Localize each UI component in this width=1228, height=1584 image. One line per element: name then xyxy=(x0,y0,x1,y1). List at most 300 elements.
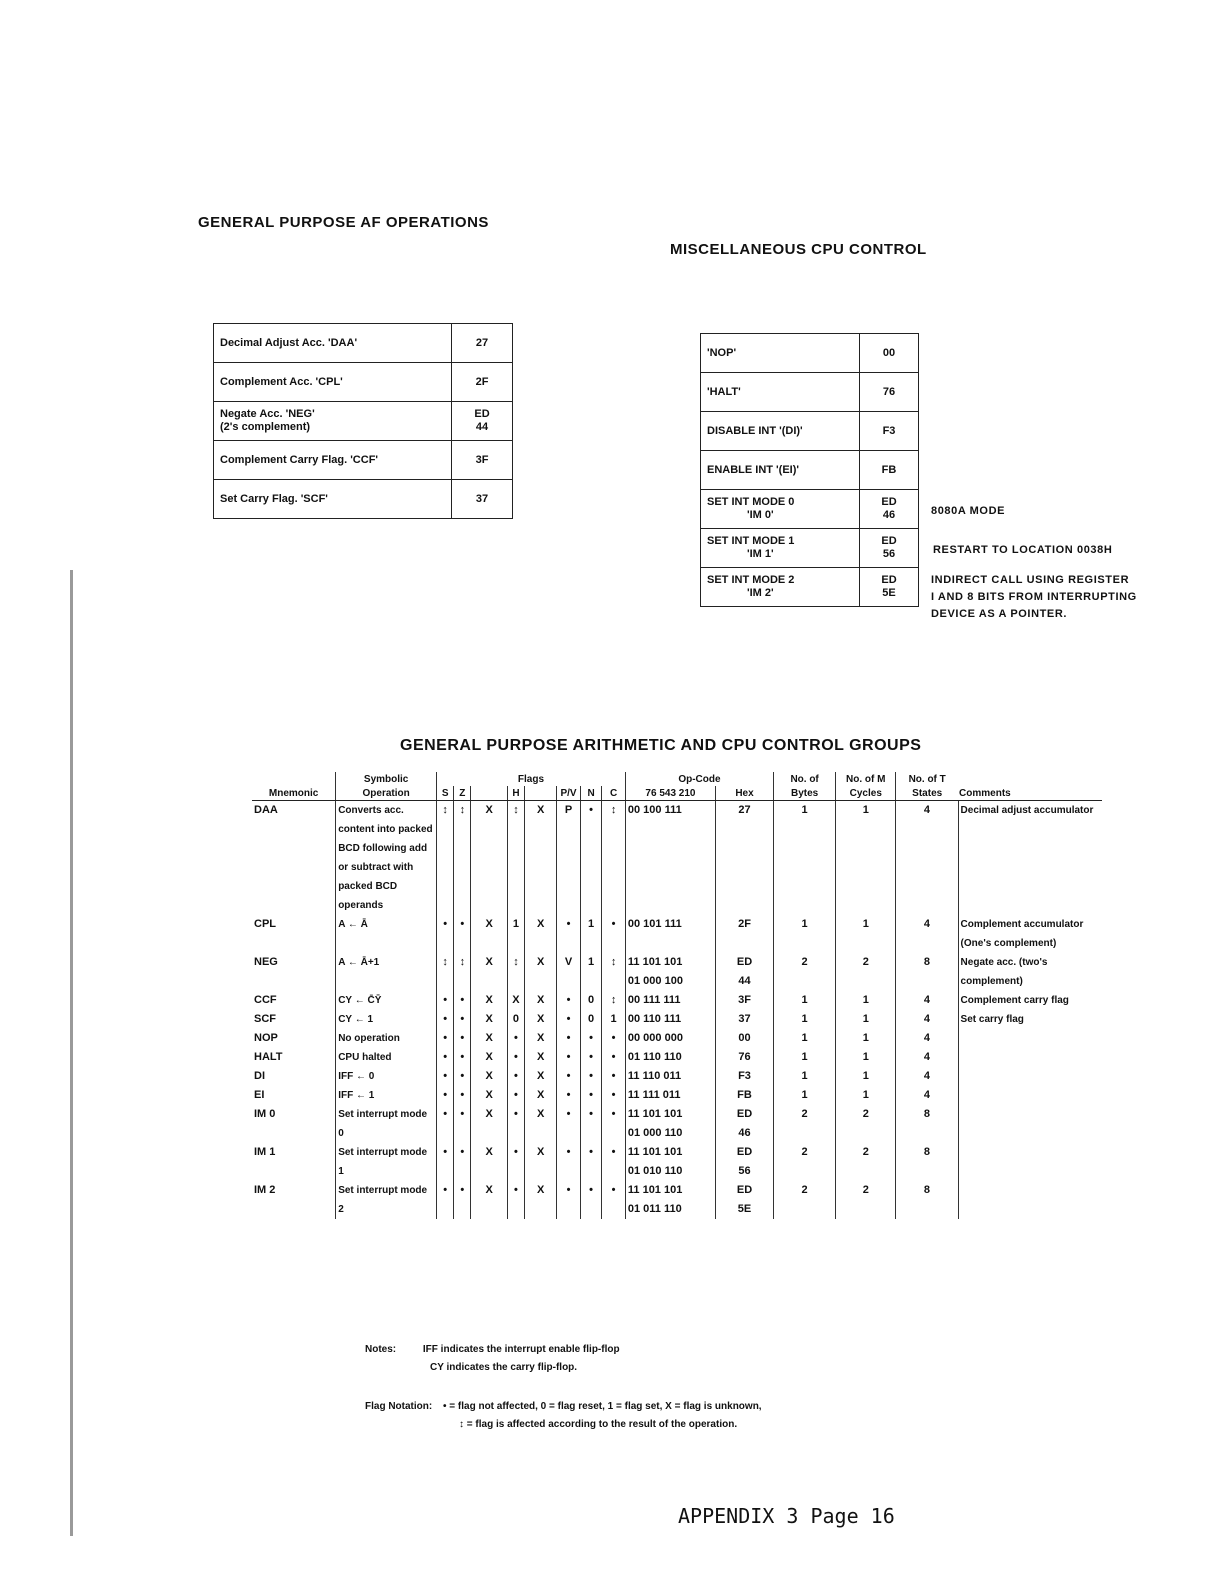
flag-z-cell: • xyxy=(454,915,471,953)
mnemonic-cell: CCF xyxy=(254,994,277,1006)
flag-c-cell: • xyxy=(602,1086,626,1105)
misc-table xyxy=(700,333,919,607)
opcode-bits-cell xyxy=(625,915,715,953)
flag-pv-cell: • xyxy=(557,991,581,1010)
flag-s-cell: • xyxy=(437,991,454,1010)
misc-label-text2: 'IM 2' xyxy=(747,587,774,599)
flag-x1-cell: X xyxy=(471,1181,507,1219)
misc-code-text2: 46 xyxy=(882,509,896,521)
operation-cell: No operation xyxy=(336,1029,437,1048)
flag-c-cell: • xyxy=(602,1048,626,1067)
im2-note: INDIRECT CALL USING REGISTER I AND 8 BITS FROM INTERRUPTING DEVICE AS A POINTER. xyxy=(931,574,1137,620)
im0-note: 8080A MODE xyxy=(931,505,1006,517)
scan-margin-line xyxy=(70,570,73,1536)
af-label xyxy=(214,324,452,363)
misc-label-text2: 'IM 1' xyxy=(747,548,774,560)
hex-cell xyxy=(716,1048,774,1067)
operation-cell: Set interrupt mode 2 xyxy=(336,1181,437,1219)
flag-c-cell: • xyxy=(602,1181,626,1219)
table-row xyxy=(252,1143,1102,1181)
operation-cell: Set interrupt mode 0 xyxy=(336,1105,437,1143)
opcode-bits: 01 110 110 xyxy=(627,1051,682,1063)
hdr-flag-h: H xyxy=(507,786,524,801)
opcode-bits2: 01 011 110 xyxy=(627,1203,682,1215)
mcycles-cell: 2 xyxy=(836,1181,896,1219)
misc-code xyxy=(860,490,919,529)
operation-cell: Set interrupt mode 1 xyxy=(336,1143,437,1181)
tstates-cell: 4 xyxy=(896,1010,958,1029)
flag-h-cell: • xyxy=(507,1048,524,1067)
misc-code-text2: 56 xyxy=(882,548,896,560)
flag-notation-label: Flag Notation: xyxy=(365,1401,433,1412)
flag-h-cell: • xyxy=(507,1067,524,1086)
misc-row xyxy=(701,568,919,607)
hex-value: FB xyxy=(737,1089,752,1101)
flag-n-cell: • xyxy=(580,1029,601,1048)
flag-x1-cell: X xyxy=(471,801,507,916)
tstates-cell: 4 xyxy=(896,915,958,953)
misc-code xyxy=(860,412,919,451)
hdr-flag-pv: P/V xyxy=(557,786,581,801)
flag-n-cell: 1 xyxy=(580,915,601,953)
tstates-cell: 8 xyxy=(896,953,958,991)
flag-x2-cell: X xyxy=(525,1010,557,1029)
opcode-bits: 00 101 111 xyxy=(627,918,682,930)
comment-cell xyxy=(958,1181,1102,1219)
mnemonic-cell: DI xyxy=(254,1070,265,1082)
comment-cell xyxy=(958,1143,1102,1181)
comment-cell xyxy=(958,1086,1102,1105)
hdr-flag-x1 xyxy=(471,786,507,801)
flag-n-cell: 0 xyxy=(580,991,601,1010)
flag-x1-cell: X xyxy=(471,1010,507,1029)
misc-label-text: 'HALT' xyxy=(707,385,741,398)
tstates-cell: 8 xyxy=(896,1105,958,1143)
hdr-opcode: Op-Code xyxy=(625,772,773,786)
bytes-cell: 1 xyxy=(773,915,835,953)
hex-value: F3 xyxy=(738,1070,751,1082)
table-row xyxy=(252,1105,1102,1143)
flag-x1-cell: X xyxy=(471,1048,507,1067)
flag-x2-cell: X xyxy=(525,801,557,916)
flag-c-cell: • xyxy=(602,915,626,953)
flag-h-cell: X xyxy=(507,991,524,1010)
flag-x2-cell: X xyxy=(525,991,557,1010)
flag-n-cell: • xyxy=(580,801,601,916)
flag-x2-cell: X xyxy=(525,1143,557,1181)
flag-x2-cell: X xyxy=(525,915,557,953)
flag-n-cell: 1 xyxy=(580,953,601,991)
hdr-flag-n: N xyxy=(580,786,601,801)
flag-x1-cell: X xyxy=(471,991,507,1010)
opcode-bits-cell xyxy=(625,1048,715,1067)
opcode-bits: 00 111 111 xyxy=(627,994,681,1006)
hdr-flag-s: S xyxy=(437,786,454,801)
hex-cell xyxy=(716,915,774,953)
comment-cell: Complement accumulator (One's complement) xyxy=(958,915,1102,953)
bytes-cell: 2 xyxy=(773,953,835,991)
flag-z-cell: • xyxy=(454,1105,471,1143)
af-code-text: 3F xyxy=(475,453,489,466)
hex-cell xyxy=(716,1143,774,1181)
mnemonic-cell: IM 1 xyxy=(254,1146,276,1158)
mcycles-cell: 1 xyxy=(836,915,896,953)
flag-z-cell: • xyxy=(454,1010,471,1029)
hdr-bytes: No. of xyxy=(773,772,835,786)
mnemonic-cell: HALT xyxy=(254,1051,283,1063)
misc-code xyxy=(860,529,919,568)
flag-x2-cell: X xyxy=(525,1105,557,1143)
flag-n-cell: • xyxy=(580,1067,601,1086)
hdr-comments: Comments xyxy=(958,786,1102,801)
tstates-cell: 4 xyxy=(896,801,958,916)
hex-value: 27 xyxy=(738,804,751,816)
misc-label xyxy=(701,451,860,490)
flag-z-cell: • xyxy=(454,1143,471,1181)
flag-c-cell: ↕ xyxy=(602,953,626,991)
misc-label xyxy=(701,412,860,451)
opcode-bits: 11 101 101 xyxy=(627,1108,683,1120)
flag-h-cell: • xyxy=(507,1143,524,1181)
flag-c-cell: • xyxy=(602,1143,626,1181)
table-row xyxy=(252,915,1102,953)
mcycles-cell: 2 xyxy=(836,953,896,991)
mcycles-cell: 1 xyxy=(836,991,896,1010)
flag-n-cell: • xyxy=(580,1048,601,1067)
opcode-bits: 00 000 000 xyxy=(627,1032,683,1044)
hex-cell xyxy=(716,1105,774,1143)
hex-value: 00 xyxy=(738,1032,751,1044)
comment-cell: Decimal adjust accumulator xyxy=(958,801,1102,916)
flag-pv-cell: • xyxy=(557,915,581,953)
flag-s-cell: • xyxy=(437,1048,454,1067)
hex-cell xyxy=(716,801,774,916)
af-code xyxy=(452,441,513,480)
misc-label-text: SET INT MODE 0 xyxy=(707,496,795,508)
hex-value: 2F xyxy=(738,918,751,930)
misc-label xyxy=(701,490,860,529)
af-code xyxy=(452,324,513,363)
mcycles-cell: 2 xyxy=(836,1143,896,1181)
flag-s-cell: ↕ xyxy=(437,801,454,916)
flag-pv-cell: P xyxy=(557,801,581,916)
hex-value: ED xyxy=(736,1146,753,1158)
table-row xyxy=(252,1029,1102,1048)
table-row xyxy=(252,1067,1102,1086)
mnemonic-cell: IM 2 xyxy=(254,1184,276,1196)
opcode-bits: 11 101 101 xyxy=(627,956,683,968)
hex-value2: 44 xyxy=(738,975,751,987)
operation-cell: CY ← C̄Ȳ xyxy=(336,991,437,1010)
hdr-mcycles: No. of M xyxy=(836,772,896,786)
flag-s-cell: • xyxy=(437,1105,454,1143)
comment-cell xyxy=(958,1067,1102,1086)
flag-x2-cell: X xyxy=(525,1181,557,1219)
comment-cell xyxy=(958,1048,1102,1067)
mnemonic-cell: DAA xyxy=(254,804,278,816)
opcode-bits-cell xyxy=(625,1105,715,1143)
flag-s-cell: • xyxy=(437,1067,454,1086)
misc-code xyxy=(860,373,919,412)
hdr-bytes2: Bytes xyxy=(773,786,835,801)
table-row xyxy=(252,1010,1102,1029)
af-label-text: Negate Acc. 'NEG' xyxy=(220,408,315,420)
hex-cell xyxy=(716,1181,774,1219)
operation-cell: Converts acc. content into packed BCD following add or subtract with packed BCD operands xyxy=(336,801,437,916)
misc-row xyxy=(701,529,919,568)
misc-label xyxy=(701,529,860,568)
flag-x1-cell: X xyxy=(471,1086,507,1105)
hex-cell xyxy=(716,1086,774,1105)
flag-h-cell: • xyxy=(507,1181,524,1219)
flag-z-cell: • xyxy=(454,1067,471,1086)
opcode-bits-cell xyxy=(625,953,715,991)
hex-cell xyxy=(716,953,774,991)
misc-label-text: SET INT MODE 2 xyxy=(707,574,795,586)
bytes-cell: 1 xyxy=(773,801,835,916)
af-label xyxy=(214,402,452,441)
table-row xyxy=(252,1181,1102,1219)
flag-c-cell: ↕ xyxy=(602,801,626,916)
mcycles-cell: 1 xyxy=(836,801,896,916)
hdr-flag-z: Z xyxy=(454,786,471,801)
misc-label-text: DISABLE INT '(DI)' xyxy=(707,424,803,437)
opcode-bits: 11 101 101 xyxy=(627,1184,683,1196)
hex-value: ED xyxy=(736,1108,753,1120)
misc-code-text: ED xyxy=(881,535,897,547)
flag-x1-cell: X xyxy=(471,1105,507,1143)
misc-row xyxy=(701,490,919,529)
flag-n-cell: • xyxy=(580,1086,601,1105)
flag-z-cell: ↕ xyxy=(454,953,471,991)
arith-heading: GENERAL PURPOSE ARITHMETIC AND CPU CONTROL GROUPS xyxy=(400,737,922,754)
flag-x1-cell: X xyxy=(471,915,507,953)
af-label-text2: (2's complement) xyxy=(220,421,311,433)
bytes-cell: 1 xyxy=(773,1067,835,1086)
flag-x1-cell: X xyxy=(471,1029,507,1048)
notes-label: Notes: xyxy=(365,1344,397,1355)
bytes-cell: 1 xyxy=(773,1010,835,1029)
af-row xyxy=(214,480,513,519)
flag-pv-cell: • xyxy=(557,1067,581,1086)
bytes-cell: 2 xyxy=(773,1105,835,1143)
af-label xyxy=(214,363,452,402)
af-label-text: Set Carry Flag. 'SCF' xyxy=(220,492,328,505)
flag-x2-cell: X xyxy=(525,1067,557,1086)
opcode-bits-cell xyxy=(625,1143,715,1181)
flag-n-cell: • xyxy=(580,1105,601,1143)
flag-s-cell: ↕ xyxy=(437,953,454,991)
af-code xyxy=(452,402,513,441)
hex-value: ED xyxy=(736,1184,753,1196)
hex-value2: 5E xyxy=(737,1203,752,1215)
comment-cell xyxy=(958,1029,1102,1048)
comment-cell: Negate acc. (two's complement) xyxy=(958,953,1102,991)
mcycles-cell: 1 xyxy=(836,1029,896,1048)
tstates-cell: 4 xyxy=(896,1086,958,1105)
af-code-text: 37 xyxy=(475,492,489,505)
af-label-text: Complement Acc. 'CPL' xyxy=(220,375,343,388)
flag-c-cell: • xyxy=(602,1067,626,1086)
hdr-operation: Operation xyxy=(336,786,437,801)
af-row xyxy=(214,441,513,480)
operation-cell: IFF ← 1 xyxy=(336,1086,437,1105)
flag-s-cell: • xyxy=(437,1029,454,1048)
misc-row xyxy=(701,451,919,490)
tstates-cell: 8 xyxy=(896,1143,958,1181)
misc-code-text: FB xyxy=(881,463,897,476)
af-code-text: 27 xyxy=(475,336,489,349)
opcode-bits-cell xyxy=(625,1010,715,1029)
tstates-cell: 4 xyxy=(896,1048,958,1067)
flag-c-cell: ↕ xyxy=(602,991,626,1010)
mcycles-cell: 1 xyxy=(836,1086,896,1105)
opcode-bits-cell xyxy=(625,801,715,916)
opcode-bits-cell xyxy=(625,1086,715,1105)
flag-pv-cell: • xyxy=(557,1105,581,1143)
hdr-mnemonic: Mnemonic xyxy=(252,786,336,801)
mnemonic-cell: SCF xyxy=(254,1013,276,1025)
flag-h-cell: ↕ xyxy=(507,801,524,916)
hdr-tstates2: States xyxy=(896,786,958,801)
misc-label-text2: 'IM 0' xyxy=(747,509,774,521)
misc-label xyxy=(701,373,860,412)
hex-cell xyxy=(716,1067,774,1086)
misc-code-text: ED xyxy=(881,496,897,508)
notes-line2: CY indicates the carry flip-flop. xyxy=(430,1362,578,1373)
opcode-bits-cell xyxy=(625,1067,715,1086)
opcode-bits2: 01 000 100 xyxy=(627,975,683,987)
hdr-opcode-bits: 76 543 210 xyxy=(625,786,715,801)
flag-x2-cell: X xyxy=(525,953,557,991)
flag-n-cell: • xyxy=(580,1181,601,1219)
flag-x1-cell: X xyxy=(471,953,507,991)
af-row xyxy=(214,324,513,363)
misc-row xyxy=(701,334,919,373)
operation-cell: A ← Ā xyxy=(336,915,437,953)
mcycles-cell: 1 xyxy=(836,1067,896,1086)
hdr-symbolic: Symbolic xyxy=(336,772,437,786)
arith-table xyxy=(252,772,1102,1219)
flag-n-cell: • xyxy=(580,1143,601,1181)
flag-s-cell: • xyxy=(437,915,454,953)
flag-pv-cell: • xyxy=(557,1048,581,1067)
bytes-cell: 1 xyxy=(773,991,835,1010)
hex-value2: 56 xyxy=(738,1165,751,1177)
misc-code-text: F3 xyxy=(882,424,896,437)
mnemonic-cell: IM 0 xyxy=(254,1108,276,1120)
flag-notation-block xyxy=(365,1398,762,1434)
flag-pv-cell: • xyxy=(557,1010,581,1029)
flag-s-cell: • xyxy=(437,1143,454,1181)
hdr-flag-c: C xyxy=(602,786,626,801)
opcode-bits-cell xyxy=(625,991,715,1010)
af-code-text: 2F xyxy=(475,375,489,388)
af-heading: GENERAL PURPOSE AF OPERATIONS xyxy=(198,214,489,231)
hdr-flag-x2 xyxy=(525,786,557,801)
flag-s-cell: • xyxy=(437,1181,454,1219)
flag-x2-cell: X xyxy=(525,1029,557,1048)
operation-cell: IFF ← 0 xyxy=(336,1067,437,1086)
table-row xyxy=(252,1086,1102,1105)
flag-x2-cell: X xyxy=(525,1048,557,1067)
af-label-text: Complement Carry Flag. 'CCF' xyxy=(220,453,379,466)
mnemonic-cell: NOP xyxy=(254,1032,278,1044)
opcode-bits2: 01 000 110 xyxy=(627,1127,683,1139)
opcode-bits: 11 111 011 xyxy=(627,1089,681,1101)
mcycles-cell: 1 xyxy=(836,1048,896,1067)
misc-label-text: ENABLE INT '(EI)' xyxy=(707,463,800,476)
misc-code-text: 76 xyxy=(882,385,896,398)
flag-s-cell: • xyxy=(437,1010,454,1029)
flag-z-cell: • xyxy=(454,1181,471,1219)
tstates-cell: 8 xyxy=(896,1181,958,1219)
hex-value2: 46 xyxy=(738,1127,751,1139)
hex-value: 3F xyxy=(738,994,751,1006)
misc-label-text: SET INT MODE 1 xyxy=(707,535,795,547)
mnemonic-cell: NEG xyxy=(254,956,278,968)
comment-cell: Set carry flag xyxy=(958,1010,1102,1029)
bytes-cell: 1 xyxy=(773,1048,835,1067)
af-label xyxy=(214,480,452,519)
tstates-cell: 4 xyxy=(896,1029,958,1048)
operation-cell: CY ← 1 xyxy=(336,1010,437,1029)
misc-heading: MISCELLANEOUS CPU CONTROL xyxy=(670,241,927,258)
hdr-hex: Hex xyxy=(716,786,774,801)
flag-h-cell: 0 xyxy=(507,1010,524,1029)
flag-h-cell: ↕ xyxy=(507,953,524,991)
mnemonic-cell: EI xyxy=(254,1089,265,1101)
opcode-bits-cell xyxy=(625,1181,715,1219)
mnemonic-cell: CPL xyxy=(254,918,276,930)
af-row xyxy=(214,402,513,441)
flag-pv-cell: • xyxy=(557,1086,581,1105)
hex-cell xyxy=(716,1029,774,1048)
bytes-cell: 1 xyxy=(773,1086,835,1105)
af-code-text2: 44 xyxy=(475,421,489,433)
af-label xyxy=(214,441,452,480)
bytes-cell: 2 xyxy=(773,1143,835,1181)
hex-value: 37 xyxy=(738,1013,751,1025)
bytes-cell: 1 xyxy=(773,1029,835,1048)
opcode-bits: 00 110 111 xyxy=(627,1013,682,1025)
misc-code-text: ED xyxy=(881,574,897,586)
flag-h-cell: 1 xyxy=(507,915,524,953)
opcode-bits-cell xyxy=(625,1029,715,1048)
flag-x1-cell: X xyxy=(471,1143,507,1181)
flag-pv-cell: V xyxy=(557,953,581,991)
flag-notation-line2: ↕ = flag is affected according to the result of the operation. xyxy=(459,1419,738,1430)
hdr-tstates: No. of T xyxy=(896,772,958,786)
bytes-cell: 2 xyxy=(773,1181,835,1219)
flag-h-cell: • xyxy=(507,1029,524,1048)
hex-cell xyxy=(716,1010,774,1029)
misc-label xyxy=(701,568,860,607)
flag-z-cell: ↕ xyxy=(454,801,471,916)
table-row xyxy=(252,1048,1102,1067)
flag-h-cell: • xyxy=(507,1086,524,1105)
mcycles-cell: 2 xyxy=(836,1105,896,1143)
hex-value: 76 xyxy=(738,1051,751,1063)
notes-block xyxy=(365,1341,620,1377)
tstates-cell: 4 xyxy=(896,991,958,1010)
opcode-bits: 11 110 011 xyxy=(627,1070,682,1082)
tstates-cell: 4 xyxy=(896,1067,958,1086)
operation-cell: CPU halted xyxy=(336,1048,437,1067)
af-code xyxy=(452,480,513,519)
table-row xyxy=(252,953,1102,991)
misc-code-text: 00 xyxy=(882,346,896,359)
